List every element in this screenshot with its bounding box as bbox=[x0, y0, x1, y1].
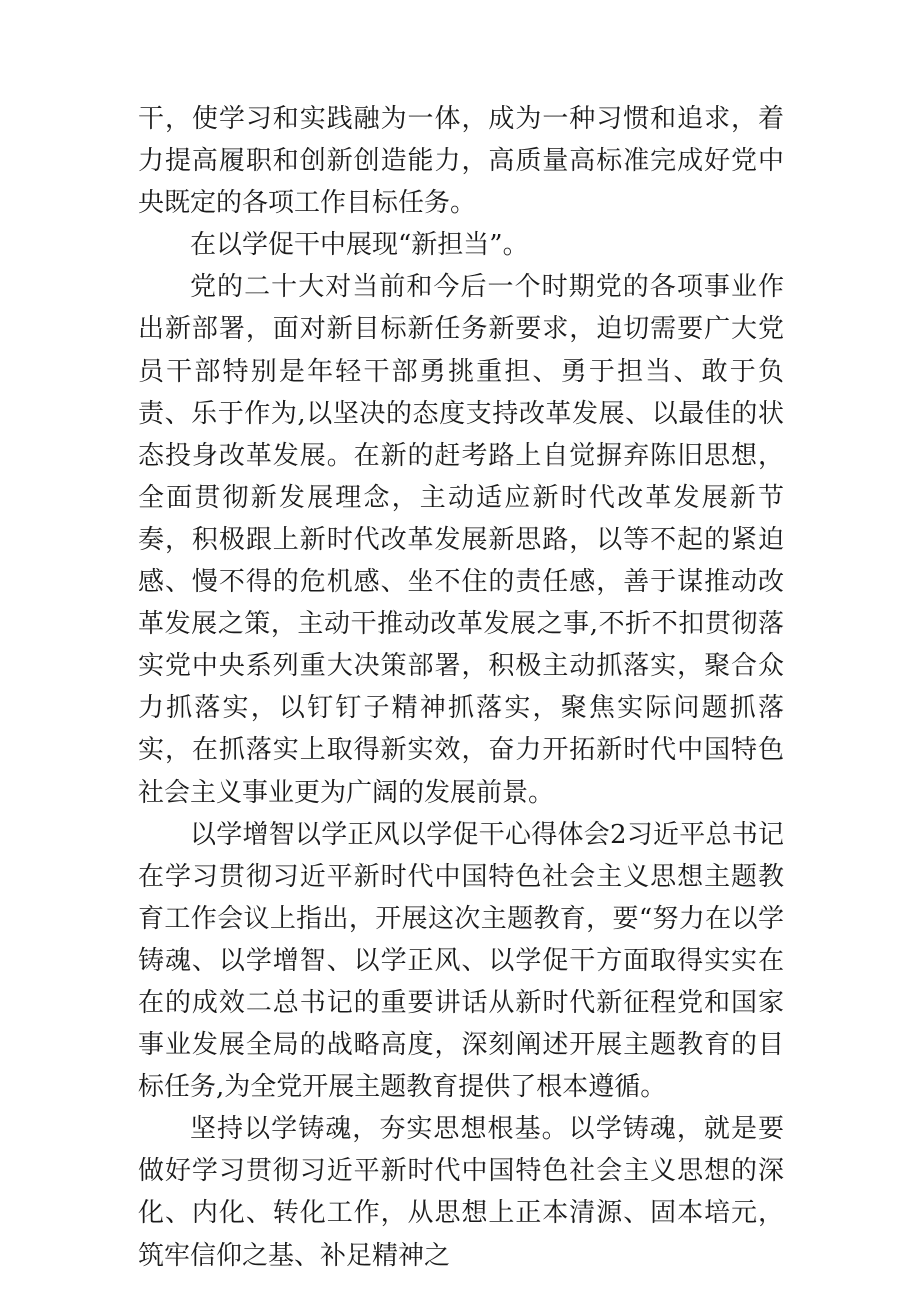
paragraph-continuation: 干，使学习和实践融为一体，成为一种习惯和追求，着力提高履职和创新创造能力，高质量高标准完成好党中央既定的各项工作目标任务。 bbox=[138, 104, 784, 219]
paragraph-subheading: 在以学促干中展现“新担当”。 bbox=[190, 230, 529, 261]
document-body bbox=[138, 98, 784, 1277]
paragraph-theme-education: 以学增智以学正风以学促干心得体会2习近平总书记在学习贯彻习近平新时代中国特色社会主义思想主题教育工作会议上指出，开展这次主题教育，要“努力在以学铸魂、以学增智、以学正风、以学促干方面取得实实在在的成效二总书记的重要讲话从新时代新征程党和国家事业发展全局的战略高度，深刻阐述开展主题教育的目标任务,为全党开展主题教育提供了根本遵循。 bbox=[138, 819, 784, 1103]
paragraph-new-deployment: 党的二十大对当前和今后一个时期党的各项事业作出新部署，面对新目标新任务新要求，迫切需要广大党员干部特别是年轻干部勇挑重担、勇于担当、敢于负责、乐于作为,以坚决的态度支持改革发展、以最佳的状态投身改革发展。在新的赶考路上自觉摒弃陈旧思想，全面贯彻新发展理念，主动适应新时代改革发展新节奏，积极跟上新时代改革发展新思路，以等不起的紧迫感、慢不得的危机感、坐不住的责任感，善于谋推动改革发展之策，主动干推动改革发展之事,不折不扣贯彻落实党中央系列重大决策部署，积极主动抓落实，聚合众力抓落实，以钉钉子精神抓落实，聚焦实际问题抓落实，在抓落实上取得新实效，奋力开拓新时代中国特色社会主义事业更为广阔的发展前景。 bbox=[138, 272, 784, 808]
paragraph-soul-casting: 坚持以学铸魂，夯实思想根基。以学铸魂，就是要做好学习贯彻习近平新时代中国特色社会主义思想的深化、内化、转化工作，从思想上正本清源、固本培元，筑牢信仰之基、补足精神之 bbox=[138, 1114, 784, 1271]
